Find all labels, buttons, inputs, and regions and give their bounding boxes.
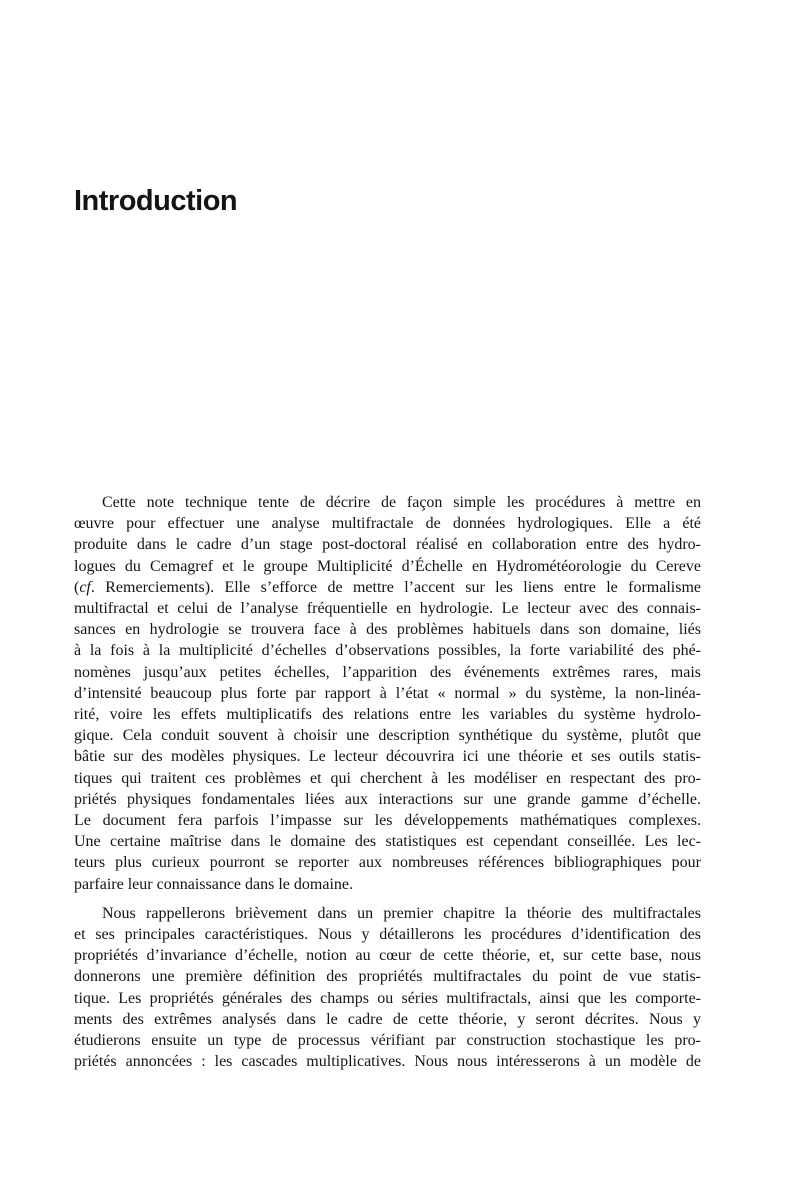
paragraph-line: et ses principales caractéristiques. Nous y détaillerons les procédures d’identification des [74,926,701,944]
paragraph-line: multifractal et celui de l’analyse fréquentielle en hydrologie. Le lecteur avec des connais- [74,600,701,618]
chapter-title: Introduction [74,185,238,217]
paragraph-line: à la fois à la multiplicité d’échelles d’observations possibles, la forte variabilité des phé- [74,642,701,660]
paragraph-line: Le document fera parfois l’impasse sur les développements mathématiques complexes. [74,812,701,830]
paragraph-line: gique. Cela conduit souvent à choisir une description synthétique du système, plutôt que [74,727,701,745]
paragraph-line: priétés annoncées : les cascades multiplicatives. Nous nous intéresserons à un modèle de [74,1053,701,1071]
paragraph-line: teurs plus curieux pourront se reporter aux nombreuses références bibliographiques pour [74,854,701,872]
paragraph-line: œuvre pour effectuer une analyse multifractale de données hydrologiques. Elle a été [74,515,701,533]
paragraph-line: Nous rappellerons brièvement dans un premier chapitre la théorie des multifractales [102,904,701,922]
paragraph-line: étudierons ensuite un type de processus vérifiant par construction stochastique les pro- [74,1032,701,1050]
paragraph-line: priétés physiques fondamentales liées aux interactions sur une grande gamme d’échelle. [74,790,701,808]
paragraph-line: propriétés d’invariance d’échelle, notion au cœur de cette théorie, et, sur cette base, nous [74,947,701,965]
paragraph-line: d’intensité beaucoup plus forte par rapport à l’état « normal » du système, la non-linéa- [74,684,701,702]
paragraph-line: parfaire leur connaissance dans le domaine. [74,875,353,893]
paragraph-2 [74,903,701,1073]
paragraph-line: rité, voire les effets multiplicatifs des relations entre les variables du système hydrolo- [74,706,701,724]
body-text [74,492,701,1072]
paragraph-line: donnerons une première définition des propriétés multifractales du point de vue statis- [74,968,701,986]
paragraph-line: (cf. Remerciements). Elle s’efforce de mettre l’accent sur les liens entre le formalisme [74,578,701,596]
paragraph-line: nomènes jusqu’aux petites échelles, l’apparition des événements extrêmes rares, mais [74,663,701,681]
paragraph-line: ments des extrêmes analysés dans le cadre de cette théorie, y seront décrites. Nous y [74,1010,701,1028]
paragraph-line: logues du Cemagref et le groupe Multiplicité d’Échelle en Hydrométéorologie du Cereve [74,557,701,575]
paragraph-1 [74,492,701,895]
paragraph-line: tiques qui traitent ces problèmes et qui cherchent à les modéliser en respectant des pro- [74,769,701,787]
paragraph-line: produite dans le cadre d’un stage post-doctoral réalisé en collaboration entre des hydro- [74,536,701,554]
paragraph-line: bâtie sur des modèles physiques. Le lecteur découvrira ici une théorie et ses outils statis- [74,748,701,766]
paragraph-line: Une certaine maîtrise dans le domaine des statistiques est cependant conseillée. Les lec- [74,833,701,851]
paragraph-line: sances en hydrologie se trouvera face à des problèmes habituels dans son domaine, liés [74,621,701,639]
paragraph-line: Cette note technique tente de décrire de façon simple les procédures à mettre en [102,494,701,511]
paragraph-line: tique. Les propriétés générales des champs ou séries multifractals, ainsi que les comporte- [74,989,701,1007]
